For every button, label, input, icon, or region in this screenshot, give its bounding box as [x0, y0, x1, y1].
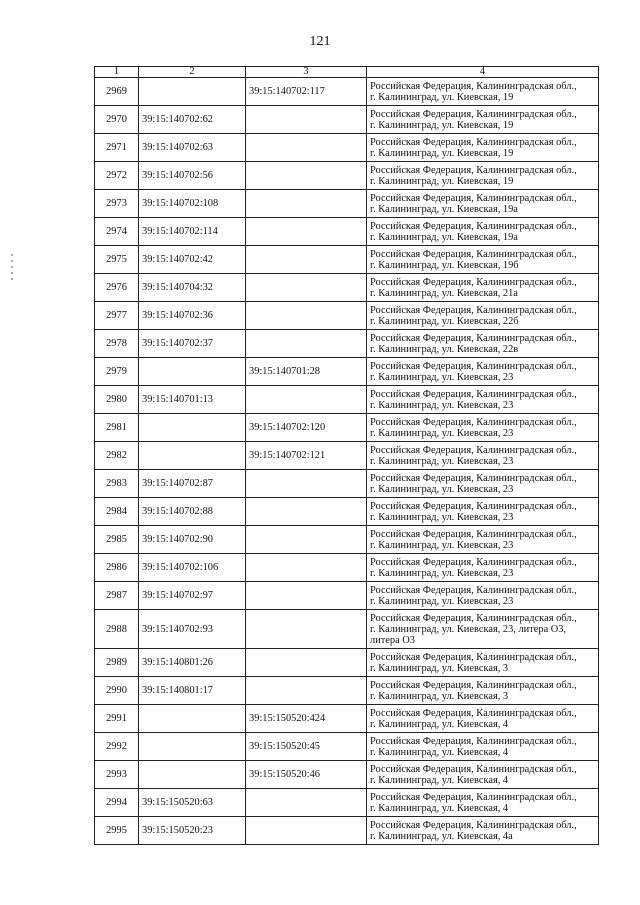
address-cell [367, 705, 599, 733]
table-row [95, 386, 599, 414]
table-row [95, 218, 599, 246]
cadastral-number-land [139, 78, 246, 106]
address-cell [367, 470, 599, 498]
address-line: г. Калининград, ул. Киевская, 23 [370, 595, 514, 607]
row-number: 2983 [95, 470, 139, 498]
cadastral-number-building [246, 789, 367, 817]
address-line: Российская Федерация, Калининградская обл., [370, 108, 577, 120]
table-row [95, 526, 599, 554]
cadastral-number-building: 39:15:150520:46 [246, 761, 367, 789]
address-cell [367, 498, 599, 526]
address-line: г. Калининград, ул. Киевская, 19б [370, 259, 519, 271]
cadastral-number-building [246, 330, 367, 358]
table-row [95, 78, 599, 106]
address-cell [367, 761, 599, 789]
address-line: г. Калининград, ул. Киевская, 19 [370, 119, 514, 131]
row-number: 2975 [95, 246, 139, 274]
address-line: г. Калининград, ул. Киевская, 23 [370, 511, 514, 523]
address-line: Российская Федерация, Калининградская обл., [370, 80, 577, 92]
address-line: г. Калининград, ул. Киевская, 22б [370, 315, 519, 327]
address-line: г. Калининград, ул. Киевская, 4 [370, 802, 509, 814]
address-cell [367, 218, 599, 246]
cadastral-number-building: 39:15:140702:117 [246, 78, 367, 106]
cadastral-number-building [246, 817, 367, 845]
address-line: Российская Федерация, Калининградская обл., [370, 164, 577, 176]
cadastral-number-building: 39:15:140701:28 [246, 358, 367, 386]
table-row [95, 274, 599, 302]
address-line: Российская Федерация, Калининградская обл., [370, 136, 577, 148]
address-line: г. Калининград, ул. Киевская, 3 [370, 662, 509, 674]
row-number: 2971 [95, 134, 139, 162]
address-line: г. Калининград, ул. Киевская, 23 [370, 539, 514, 551]
address-line: литера О3 [370, 634, 416, 646]
cadastral-number-building [246, 162, 367, 190]
cadastral-number-building [246, 677, 367, 705]
table-row [95, 442, 599, 470]
row-number: 2987 [95, 582, 139, 610]
address-line: Российская Федерация, Калининградская обл., [370, 500, 577, 512]
table-row [95, 677, 599, 705]
row-number: 2972 [95, 162, 139, 190]
cadastral-number-land: 39:15:140702:56 [139, 162, 246, 190]
address-line: г. Калининград, ул. Киевская, 23 [370, 455, 514, 467]
address-line: Российская Федерация, Калининградская обл., [370, 791, 577, 803]
address-cell [367, 582, 599, 610]
cadastral-number-land: 39:15:140702:37 [139, 330, 246, 358]
cadastral-number-building [246, 526, 367, 554]
row-number: 2970 [95, 106, 139, 134]
row-number: 2992 [95, 733, 139, 761]
column-header-2: 2 [139, 67, 246, 78]
cadastral-number-building [246, 554, 367, 582]
address-cell [367, 274, 599, 302]
address-cell [367, 330, 599, 358]
column-header-4: 4 [367, 67, 599, 78]
cadastral-number-building [246, 106, 367, 134]
row-number: 2985 [95, 526, 139, 554]
registry-table [94, 66, 599, 845]
address-line: Российская Федерация, Калининградская обл., [370, 388, 577, 400]
table-row [95, 358, 599, 386]
address-line: Российская Федерация, Калининградская обл., [370, 528, 577, 540]
table-row [95, 649, 599, 677]
cadastral-number-land: 39:15:140701:13 [139, 386, 246, 414]
address-cell [367, 302, 599, 330]
cadastral-number-land: 39:15:140702:42 [139, 246, 246, 274]
address-line: г. Калининград, ул. Киевская, 4а [370, 830, 513, 842]
row-number: 2982 [95, 442, 139, 470]
address-line: Российская Федерация, Калининградская обл., [370, 444, 577, 456]
address-cell [367, 78, 599, 106]
address-line: Российская Федерация, Калининградская обл., [370, 612, 577, 624]
cadastral-number-land [139, 442, 246, 470]
cadastral-number-building [246, 582, 367, 610]
table-row [95, 246, 599, 274]
address-line: Российская Федерация, Калининградская обл., [370, 276, 577, 288]
address-line: Российская Федерация, Калининградская обл., [370, 707, 577, 719]
row-number: 2995 [95, 817, 139, 845]
cadastral-number-land: 39:15:150520:23 [139, 817, 246, 845]
table-row [95, 470, 599, 498]
address-line: г. Калининград, ул. Киевская, 23 [370, 399, 514, 411]
table-row [95, 498, 599, 526]
address-cell [367, 610, 599, 649]
cadastral-number-land: 39:15:140702:87 [139, 470, 246, 498]
cadastral-number-land: 39:15:140702:88 [139, 498, 246, 526]
row-number: 2973 [95, 190, 139, 218]
table-row [95, 414, 599, 442]
cadastral-number-land: 39:15:140702:62 [139, 106, 246, 134]
address-cell [367, 789, 599, 817]
address-line: Российская Федерация, Калининградская обл., [370, 763, 577, 775]
cadastral-number-building [246, 274, 367, 302]
address-line: г. Калининград, ул. Киевская, 19а [370, 231, 518, 243]
cadastral-number-building [246, 649, 367, 677]
row-number: 2991 [95, 705, 139, 733]
address-line: Российская Федерация, Калининградская обл., [370, 220, 577, 232]
address-cell [367, 246, 599, 274]
address-line: Российская Федерация, Калининградская обл., [370, 192, 577, 204]
cadastral-number-building [246, 134, 367, 162]
address-line: г. Калининград, ул. Киевская, 19 [370, 91, 514, 103]
table-row [95, 134, 599, 162]
row-number: 2984 [95, 498, 139, 526]
address-cell [367, 677, 599, 705]
row-number: 2974 [95, 218, 139, 246]
row-number: 2981 [95, 414, 139, 442]
row-number: 2986 [95, 554, 139, 582]
cadastral-number-building [246, 498, 367, 526]
table-row [95, 582, 599, 610]
page-number: 121 [309, 34, 331, 49]
address-line: Российская Федерация, Калининградская обл., [370, 556, 577, 568]
address-line: г. Калининград, ул. Киевская, 4 [370, 746, 509, 758]
cadastral-number-building [246, 246, 367, 274]
column-header-1: 1 [95, 67, 139, 78]
cadastral-number-land: 39:15:140702:36 [139, 302, 246, 330]
address-line: Российская Федерация, Калининградская обл., [370, 416, 577, 428]
row-number: 2979 [95, 358, 139, 386]
row-number: 2990 [95, 677, 139, 705]
address-line: г. Калининград, ул. Киевская, 3 [370, 690, 509, 702]
address-line: г. Калининград, ул. Киевская, 19 [370, 147, 514, 159]
table-row [95, 789, 599, 817]
address-cell [367, 442, 599, 470]
address-line: Российская Федерация, Калининградская обл., [370, 679, 577, 691]
cadastral-number-land [139, 761, 246, 789]
address-line: г. Калининград, ул. Киевская, 22в [370, 343, 519, 355]
table-row [95, 330, 599, 358]
cadastral-number-building: 39:15:150520:45 [246, 733, 367, 761]
cadastral-number-building [246, 386, 367, 414]
cadastral-number-building [246, 218, 367, 246]
column-header-3: 3 [246, 67, 367, 78]
cadastral-number-land: 39:15:140702:108 [139, 190, 246, 218]
address-cell [367, 733, 599, 761]
address-line: Российская Федерация, Калининградская обл., [370, 332, 577, 344]
address-line: г. Калининград, ул. Киевская, 23 [370, 427, 514, 439]
address-cell [367, 190, 599, 218]
cadastral-number-land: 39:15:140801:26 [139, 649, 246, 677]
cadastral-number-land: 39:15:140702:93 [139, 610, 246, 649]
cadastral-number-building: 39:15:150520:424 [246, 705, 367, 733]
cadastral-number-land: 39:15:140702:114 [139, 218, 246, 246]
cadastral-number-building [246, 302, 367, 330]
address-cell [367, 526, 599, 554]
table-row [95, 162, 599, 190]
row-number: 2993 [95, 761, 139, 789]
address-cell [367, 554, 599, 582]
cadastral-number-land: 39:15:140801:17 [139, 677, 246, 705]
address-line: Российская Федерация, Калининградская обл., [370, 360, 577, 372]
address-line: Российская Федерация, Калининградская обл., [370, 584, 577, 596]
address-line: Российская Федерация, Калининградская обл., [370, 651, 577, 663]
row-number: 2969 [95, 78, 139, 106]
cadastral-number-building: 39:15:140702:120 [246, 414, 367, 442]
table-row [95, 302, 599, 330]
row-number: 2988 [95, 610, 139, 649]
address-cell [367, 817, 599, 845]
table-row [95, 106, 599, 134]
margin-marks [11, 254, 15, 284]
address-line: г. Калининград, ул. Киевская, 23, литера О3, [370, 623, 567, 635]
address-line: Российская Федерация, Калининградская обл., [370, 735, 577, 747]
address-cell [367, 106, 599, 134]
row-number: 2976 [95, 274, 139, 302]
address-line: г. Калининград, ул. Киевская, 21а [370, 287, 518, 299]
address-cell [367, 386, 599, 414]
table-row [95, 817, 599, 845]
cadastral-number-land: 39:15:140702:106 [139, 554, 246, 582]
address-line: Российская Федерация, Калининградская обл., [370, 304, 577, 316]
address-cell [367, 414, 599, 442]
cadastral-number-land: 39:15:140704:32 [139, 274, 246, 302]
table-row [95, 554, 599, 582]
address-line: Российская Федерация, Калининградская обл., [370, 819, 577, 831]
cadastral-number-land: 39:15:140702:90 [139, 526, 246, 554]
address-line: г. Калининград, ул. Киевская, 23 [370, 567, 514, 579]
address-line: г. Калининград, ул. Киевская, 4 [370, 718, 509, 730]
table-row [95, 733, 599, 761]
address-line: Российская Федерация, Калининградская обл., [370, 472, 577, 484]
table-row [95, 610, 599, 649]
address-cell [367, 358, 599, 386]
header-row [95, 67, 599, 78]
cadastral-number-land [139, 358, 246, 386]
row-number: 2994 [95, 789, 139, 817]
row-number: 2989 [95, 649, 139, 677]
address-line: г. Калининград, ул. Киевская, 19 [370, 175, 514, 187]
cadastral-number-building [246, 470, 367, 498]
cadastral-number-building [246, 610, 367, 649]
address-line: г. Калининград, ул. Киевская, 19а [370, 203, 518, 215]
table-row [95, 761, 599, 789]
cadastral-number-building: 39:15:140702:121 [246, 442, 367, 470]
address-cell [367, 649, 599, 677]
cadastral-number-land [139, 733, 246, 761]
address-cell [367, 162, 599, 190]
address-cell [367, 134, 599, 162]
row-number: 2977 [95, 302, 139, 330]
address-line: г. Калининград, ул. Киевская, 23 [370, 483, 514, 495]
cadastral-number-land: 39:15:140702:63 [139, 134, 246, 162]
cadastral-number-land: 39:15:140702:97 [139, 582, 246, 610]
address-line: г. Калининград, ул. Киевская, 23 [370, 371, 514, 383]
cadastral-number-land [139, 705, 246, 733]
cadastral-number-building [246, 190, 367, 218]
row-number: 2980 [95, 386, 139, 414]
address-line: Российская Федерация, Калининградская обл., [370, 248, 577, 260]
row-number: 2978 [95, 330, 139, 358]
cadastral-number-land: 39:15:150520:63 [139, 789, 246, 817]
table-row [95, 190, 599, 218]
cadastral-number-land [139, 414, 246, 442]
address-line: г. Калининград, ул. Киевская, 4 [370, 774, 509, 786]
table-row [95, 705, 599, 733]
